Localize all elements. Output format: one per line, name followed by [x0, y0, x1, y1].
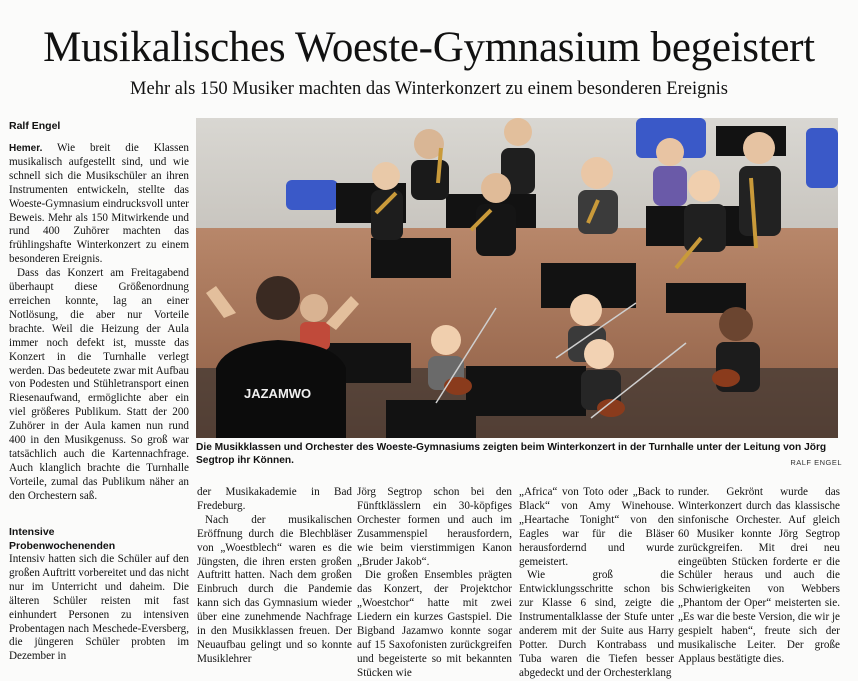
paragraph: der Musikakademie in Bad Fredeburg.: [197, 486, 352, 512]
paragraph: Nach der musikalischen Eröffnung durch die Blechbläser von „Woestblech“ waren es die Jüngsten, die ihren ersten großen Auftritt hatten. Nach dem großen Einbruch durch die Pandemie kann sich das Gymnasium wieder über eine zunehmende Nachfrage in den Musikklassen freuen. Der Neuaufbau gelingt und so konnte Musiklehrer: [197, 513, 352, 665]
section-subheading: Intensive Probenwochenenden: [9, 526, 116, 552]
article-column-3: [357, 486, 512, 681]
concert-photo: [196, 118, 838, 438]
dateline: Hemer.: [9, 143, 43, 154]
paragraph: Intensiv hatten sich die Schüler auf den großen Auftritt vorbereitet und das nicht nur im Unterricht und daheim. Die älteren Schüler reisten mit fast einhundert Personen zu intensiven Probentagen nach Meschede-Eversberg, die jüngeren Schüler probten im Dezember in: [9, 553, 189, 663]
paragraph: Wie groß die Entwicklungsschritte schon bis zur Klasse 6 sind, zeigte die Instrumentalklasse der Stufe unter anderem mit der Suite aus Harry Potter. Durch Kontrabass und Tuba waren die Tiefen besser abgedeckt und der Orchesterklang: [519, 569, 674, 679]
paragraph: Dass das Konzert am Freitagabend überhaupt diese Größenordnung erreichen konnte, lag an einer Notlösung, die aber nur Vorteile brachte. Weil die Heizung der Aula immer noch defekt ist, musste das Konzert in die Turnhalle verlegt werden. Das bedeutete zwar mit Aufbau von Podesten und Stühletransport einen Riesenaufwand, ermöglichte aber ein viel größeres Publikum. Statt der 200 Zuhörer in der Aula kamen nun rund 400 in den Musikgenuss. So groß war tatsächlich auch die Kartennachfrage. Auch klanglich brachte die Turnhalle Vorteile, zumal das Publikum näher an den Orchestern saß.: [9, 267, 189, 502]
photo-credit: RALF ENGEL: [790, 458, 842, 467]
photo-caption: Die Musikklassen und Orchester des Woeste-Gymnasiums zeigten beim Winterkonzert in der Turnhalle unter der Leitung von Jörg Segtrop ihr Können.: [196, 442, 827, 466]
paragraph: runder. Gekrönt wurde das Winterkonzert durch das klassische sinfonische Orchester. Auf gleich 60 Musiker konnte Jörg Segtrop zurückgreifen. Mit drei neu eingeübten Stücken forderte er die Schüler heraus und auch die Schwierigkeiten von Webbers „Phantom der Oper“ meisterten sie. „Es war die beste Version, die wir je gespielt haben“, freute sich der musikalische Leiter. Der große Applaus bestätigte dies.: [678, 486, 840, 665]
article-column-1: [9, 142, 189, 504]
article-column-2: [197, 486, 352, 667]
article-column-5: [678, 486, 840, 667]
headline: Musikalisches Woeste-Gymnasium begeistert: [43, 24, 815, 71]
byline: Ralf Engel: [9, 120, 61, 132]
article-column-4: [519, 486, 674, 681]
concert-photo-illustration: [196, 118, 838, 438]
paragraph: [9, 142, 189, 267]
paragraph-text: Wie breit die Klassen musikalisch aufgestellt sind, und wie schnell sich die Musikschüler an ihren Instrumenten entwickeln, stellte das Woeste-Gymnasium eindrucksvoll unter Beweis. Mehr als 150 Mitwirkende und rund 400 Zuhörer machten das frühlingshafte Winterkonzert zu einem besonderen Ereignis.: [9, 142, 189, 266]
article-column-1-lower: [9, 518, 189, 664]
paragraph: „Africa“ von Toto oder „Back to Black“ von Amy Winehouse. „Heartache Tonight“ von den Eagles war für die Bläser herausfordernd und wurde gemeistert.: [519, 486, 674, 568]
paragraph: Die großen Ensembles prägten das Konzert, der Projektchor „Woestchor“ hatte mit zwei Liedern ein kurzes Gastspiel. Die Bigband Jazamwo konnte sogar auf 15 Saxofonisten zurückgreifen und begeisterte so mit bekannten Stücken wie: [357, 569, 512, 679]
paragraph: Jörg Segtrop schon bei den Fünftklässlern ein 30-köpfiges Orchester formen und auch im Zusammenspiel herausfordern, wie beim vierstimmigen Kanon „Bruder Jakob“.: [357, 486, 512, 568]
subheadline: Mehr als 150 Musiker machten das Winterkonzert zu einem besonderen Ereignis: [130, 79, 728, 99]
shirt-lettering: JAZAMWO: [244, 386, 312, 401]
